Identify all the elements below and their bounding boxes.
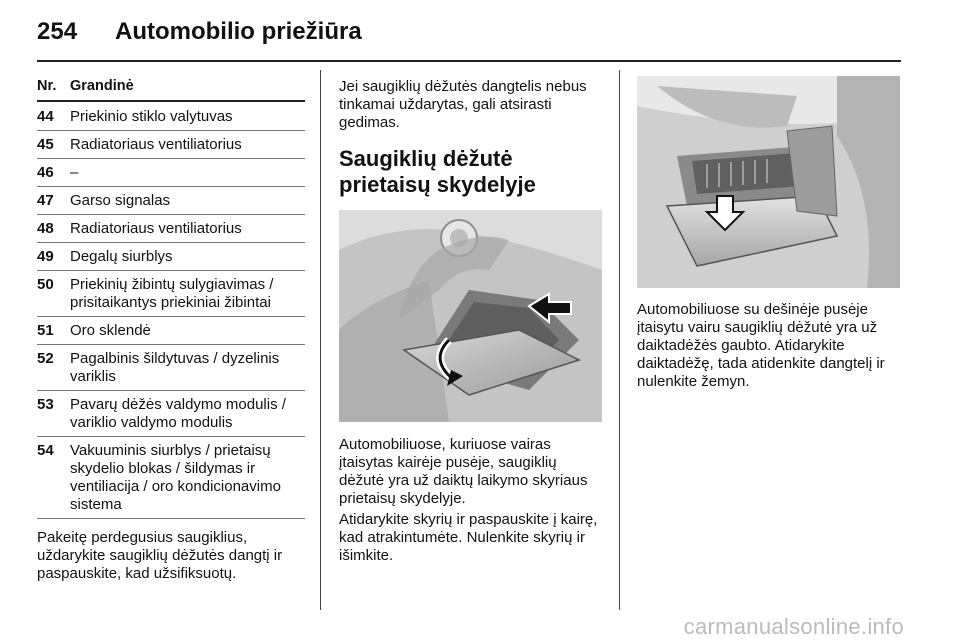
watermark: carmanualsonline.info bbox=[683, 614, 904, 639]
fuse-number: 44 bbox=[37, 108, 54, 125]
fuse-circuit: Priekinių žibintų sulygiavimas / prisitaikantys priekiniai žibintai bbox=[70, 276, 274, 311]
column-header-number: Nr. bbox=[37, 78, 57, 94]
fuse-number: 49 bbox=[37, 248, 54, 265]
row-divider bbox=[37, 242, 305, 243]
header-rule bbox=[37, 60, 901, 62]
fuse-number: 47 bbox=[37, 192, 54, 209]
table-row bbox=[37, 107, 305, 130]
table-row bbox=[37, 349, 305, 390]
lhd-location-paragraph: Automobiliuose, kuriuose vairas įtaisytas kairėje pusėje, saugiklių dėžutė yra už daiktų laikymo skyriaus prietaisų skydelyje. bbox=[339, 436, 588, 507]
fuse-number: 53 bbox=[37, 396, 54, 413]
table-row bbox=[37, 163, 305, 186]
illustration-rhd-fuse-box bbox=[637, 76, 900, 288]
fuse-circuit: Priekinio stiklo valytuvas bbox=[70, 108, 233, 125]
fuse-circuit: Garso signalas bbox=[70, 192, 171, 209]
row-divider bbox=[37, 518, 305, 519]
table-row bbox=[37, 247, 305, 270]
row-divider bbox=[37, 390, 305, 391]
fuse-circuit: Radiatoriaus ventiliatorius bbox=[70, 136, 242, 153]
page-title: Automobilio priežiūra bbox=[115, 18, 362, 45]
fuse-number: 45 bbox=[37, 136, 54, 153]
table-row bbox=[37, 441, 305, 518]
column-header-circuit: Grandinė bbox=[70, 78, 134, 94]
table-row bbox=[37, 321, 305, 344]
row-divider bbox=[37, 130, 305, 131]
fuse-number: 54 bbox=[37, 442, 54, 459]
page-header bbox=[37, 12, 917, 52]
page-number: 254 bbox=[37, 18, 78, 45]
table-row bbox=[37, 275, 305, 316]
fuse-circuit: Pagalbinis šildytuvas / dyzelinis variklis bbox=[70, 350, 280, 385]
column-divider bbox=[619, 70, 620, 610]
section-heading: Saugiklių dėžutė prietaisų skydelyje bbox=[339, 146, 536, 197]
fuse-number: 50 bbox=[37, 276, 54, 293]
illustration-lhd-fuse-box bbox=[339, 210, 602, 422]
table-header bbox=[37, 78, 305, 98]
row-divider bbox=[37, 344, 305, 345]
column-2 bbox=[339, 78, 604, 198]
table-row bbox=[37, 219, 305, 242]
row-divider bbox=[37, 436, 305, 437]
row-divider bbox=[37, 158, 305, 159]
table-row bbox=[37, 135, 305, 158]
warning-paragraph: Jei saugiklių dėžutės dangtelis nebus tinkamai uždarytas, gali atsirasti gedimas. bbox=[339, 78, 587, 131]
closing-instructions: Pakeitę perdegusius saugiklius, uždarykite saugiklių dėžutės dangtį ir paspauskite, kad užsifiksuotų. bbox=[37, 529, 283, 582]
rhd-location-paragraph: Automobiliuose su dešinėje pusėje įtaisytu vairu saugiklių dėžutė yra už daiktadėžės gaubto. Atidarykite daiktadėžę, tada atidenkite dangtelį ir nulenkite žemyn. bbox=[637, 301, 885, 390]
fuse-circuit: Oro sklendė bbox=[70, 322, 151, 339]
fuse-number: 51 bbox=[37, 322, 54, 339]
table-header-rule bbox=[37, 100, 305, 102]
row-divider bbox=[37, 214, 305, 215]
table-row bbox=[37, 395, 305, 436]
fuse-number: 48 bbox=[37, 220, 54, 237]
fuse-number: 52 bbox=[37, 350, 54, 367]
row-divider bbox=[37, 270, 305, 271]
table-row bbox=[37, 191, 305, 214]
row-divider bbox=[37, 316, 305, 317]
fuse-circuit: Vakuuminis siurblys / prietaisų skydelio blokas / šildymas ir ventiliacija / oro kondicionavimo sistema bbox=[70, 442, 281, 513]
fuse-table bbox=[37, 78, 305, 583]
lhd-instructions-paragraph: Atidarykite skyrių ir paspauskite į kairę, kad atrakintumėte. Nulenkite skyrių ir išimkite. bbox=[339, 511, 598, 564]
fuse-number: 46 bbox=[37, 164, 54, 181]
fuse-circuit: Degalų siurblys bbox=[70, 248, 173, 265]
column-divider bbox=[320, 70, 321, 610]
row-divider bbox=[37, 186, 305, 187]
fuse-circuit: Radiatoriaus ventiliatorius bbox=[70, 220, 242, 237]
fuse-circuit: – bbox=[70, 164, 79, 181]
fuse-circuit: Pavarų dėžės valdymo modulis / variklio valdymo modulis bbox=[70, 396, 286, 431]
